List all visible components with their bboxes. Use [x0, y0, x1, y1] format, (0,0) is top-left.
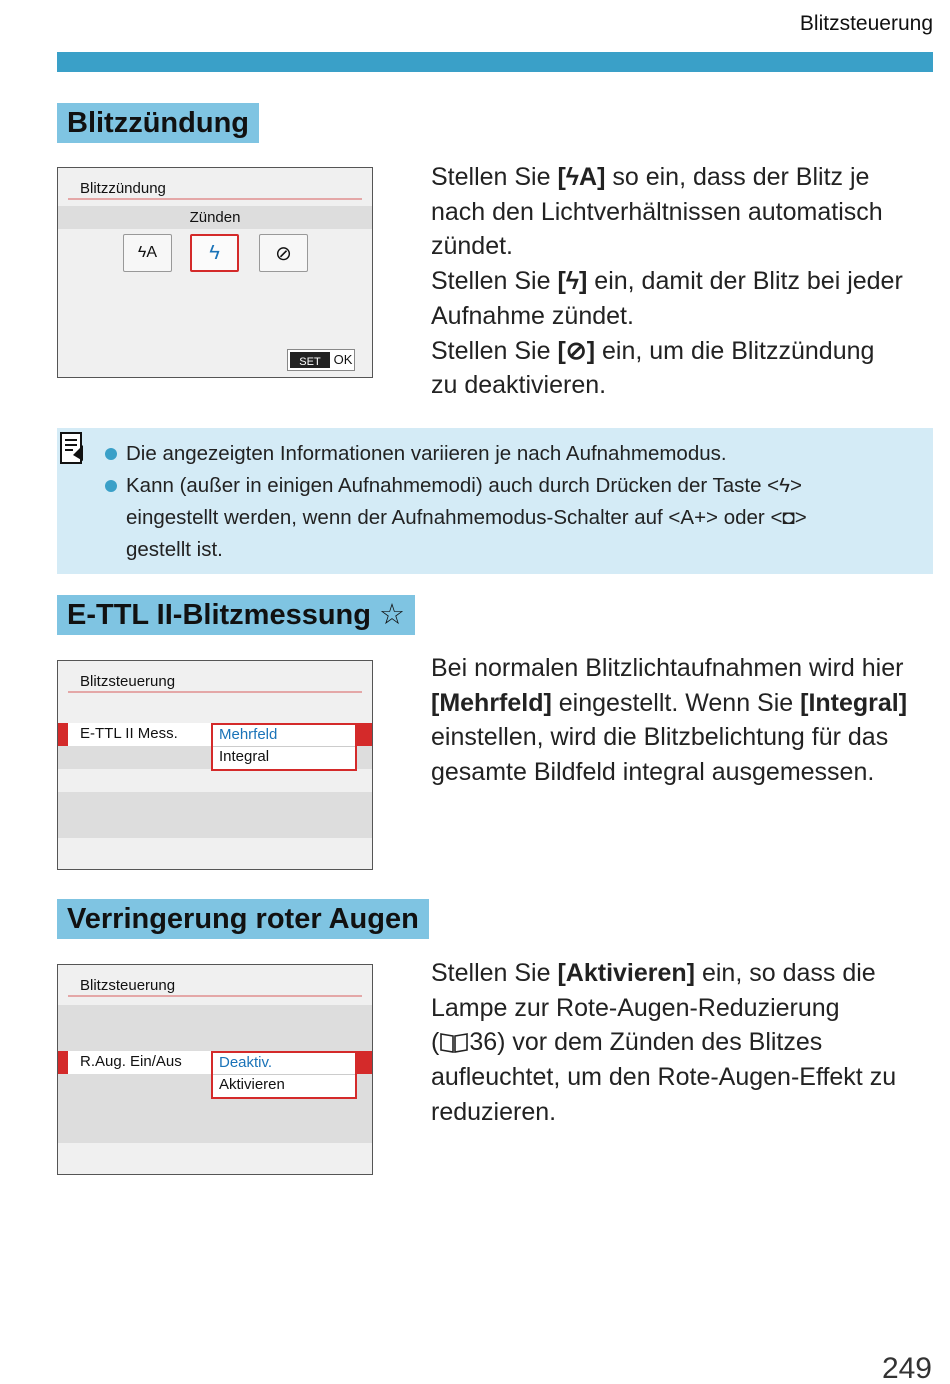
- running-title: Blitzsteuerung: [799, 12, 933, 35]
- lcd-divider: [68, 691, 362, 693]
- desc-line: nach den Lichtverhältnissen automatisch: [431, 197, 883, 226]
- desc-line: Stellen Sie [ϟ] ein, damit der Blitz bei jeder: [431, 267, 903, 296]
- desc-line: Bei normalen Blitzlichtaufnahmen wird hier: [431, 654, 904, 682]
- desc-line: Aufnahme zündet.: [431, 301, 634, 330]
- section2-description: [431, 651, 943, 790]
- dropdown-red-eye[interactable]: [211, 1051, 357, 1099]
- option-integral[interactable]: Integral: [219, 748, 270, 765]
- lcd-divider: [68, 995, 362, 997]
- note-icon: [59, 431, 85, 467]
- ok-label: OK: [333, 352, 353, 367]
- desc-line: Lampe zur Rote-Augen-Reduzierung: [431, 993, 840, 1022]
- section-title-text: E-TTL II-Blitzmessung: [67, 599, 371, 631]
- note-item: Die angezeigten Informationen variieren je nach Aufnahmemodus.: [126, 442, 727, 465]
- lcd-title: Blitzzündung: [80, 180, 166, 197]
- set-ok-button[interactable]: [287, 349, 355, 371]
- lcd-screen-flash-firing: [57, 167, 373, 378]
- desc-line: ( 36) vor dem Zünden des Blitzes: [431, 1028, 823, 1057]
- menu-row-label: R.Aug. Ein/Aus: [80, 1053, 182, 1070]
- set-label: SET: [290, 352, 330, 368]
- note-item: Kann (außer in einigen Aufnahmemodi) auch durch Drücken der Taste <ϟ>: [126, 474, 802, 497]
- lcd-divider: [68, 198, 362, 200]
- lcd-title: Blitzsteuerung: [80, 977, 176, 994]
- bullet: [105, 480, 117, 492]
- note-item: gestellt ist.: [126, 538, 223, 561]
- bullet: [105, 448, 117, 460]
- desc-line: aufleuchtet, um den Rote-Augen-Effekt zu: [431, 1063, 897, 1092]
- star-icon: ☆: [379, 599, 406, 631]
- desc-line: [Mehrfeld] eingestellt. Wenn Sie [Integral]: [431, 688, 908, 717]
- desc-line: zündet.: [431, 232, 514, 261]
- desc-line: reduzieren.: [431, 1097, 557, 1126]
- menu-row-label: E-TTL II Mess.: [80, 725, 178, 742]
- lcd-screen-ettl: [57, 660, 373, 870]
- desc-line: zu deaktivieren.: [431, 371, 607, 400]
- book-icon: [439, 1030, 469, 1054]
- flash-on-glyph: ϟ: [209, 241, 220, 264]
- option-aktivieren[interactable]: Aktivieren: [219, 1076, 285, 1093]
- option-mehrfeld[interactable]: Mehrfeld: [213, 725, 355, 747]
- desc-line: einstellen, wird die Blitzbelichtung für das: [431, 723, 889, 752]
- dropdown-ettl[interactable]: [211, 723, 357, 771]
- desc-line: Stellen Sie [Aktivieren] ein, so dass die: [431, 959, 876, 987]
- flash-on-icon[interactable]: [190, 234, 239, 272]
- note-box: [57, 428, 933, 574]
- note-item: eingestellt werden, wenn der Aufnahmemodus-Schalter auf <A+> oder <◘>: [126, 506, 807, 529]
- page-number: 249: [881, 1352, 932, 1384]
- flash-auto-icon[interactable]: [123, 234, 172, 272]
- desc-line: Stellen Sie [ϟA] so ein, dass der Blitz je: [431, 163, 870, 191]
- section-title-blitzzuendung: Blitzzündung: [57, 103, 259, 143]
- lcd-selected-label: Zünden: [58, 206, 372, 229]
- section-title-ettl: [57, 595, 415, 635]
- lcd-title: Blitzsteuerung: [80, 673, 176, 690]
- option-deaktiv[interactable]: Deaktiv.: [213, 1053, 355, 1075]
- section3-description: [431, 956, 941, 1130]
- section-title-red-eye: Verringerung roter Augen: [57, 899, 429, 939]
- flash-auto-glyph: ϟA: [137, 244, 158, 261]
- flash-off-icon[interactable]: [259, 234, 308, 272]
- header-bar: [57, 52, 933, 72]
- desc-line: Stellen Sie [⊘] ein, um die Blitzzündung: [431, 336, 875, 365]
- lcd-screen-red-eye: [57, 964, 373, 1175]
- flash-off-glyph: ⊘: [275, 242, 292, 265]
- section1-description: [431, 160, 941, 403]
- desc-line: gesamte Bildfeld integral ausgemessen.: [431, 758, 875, 787]
